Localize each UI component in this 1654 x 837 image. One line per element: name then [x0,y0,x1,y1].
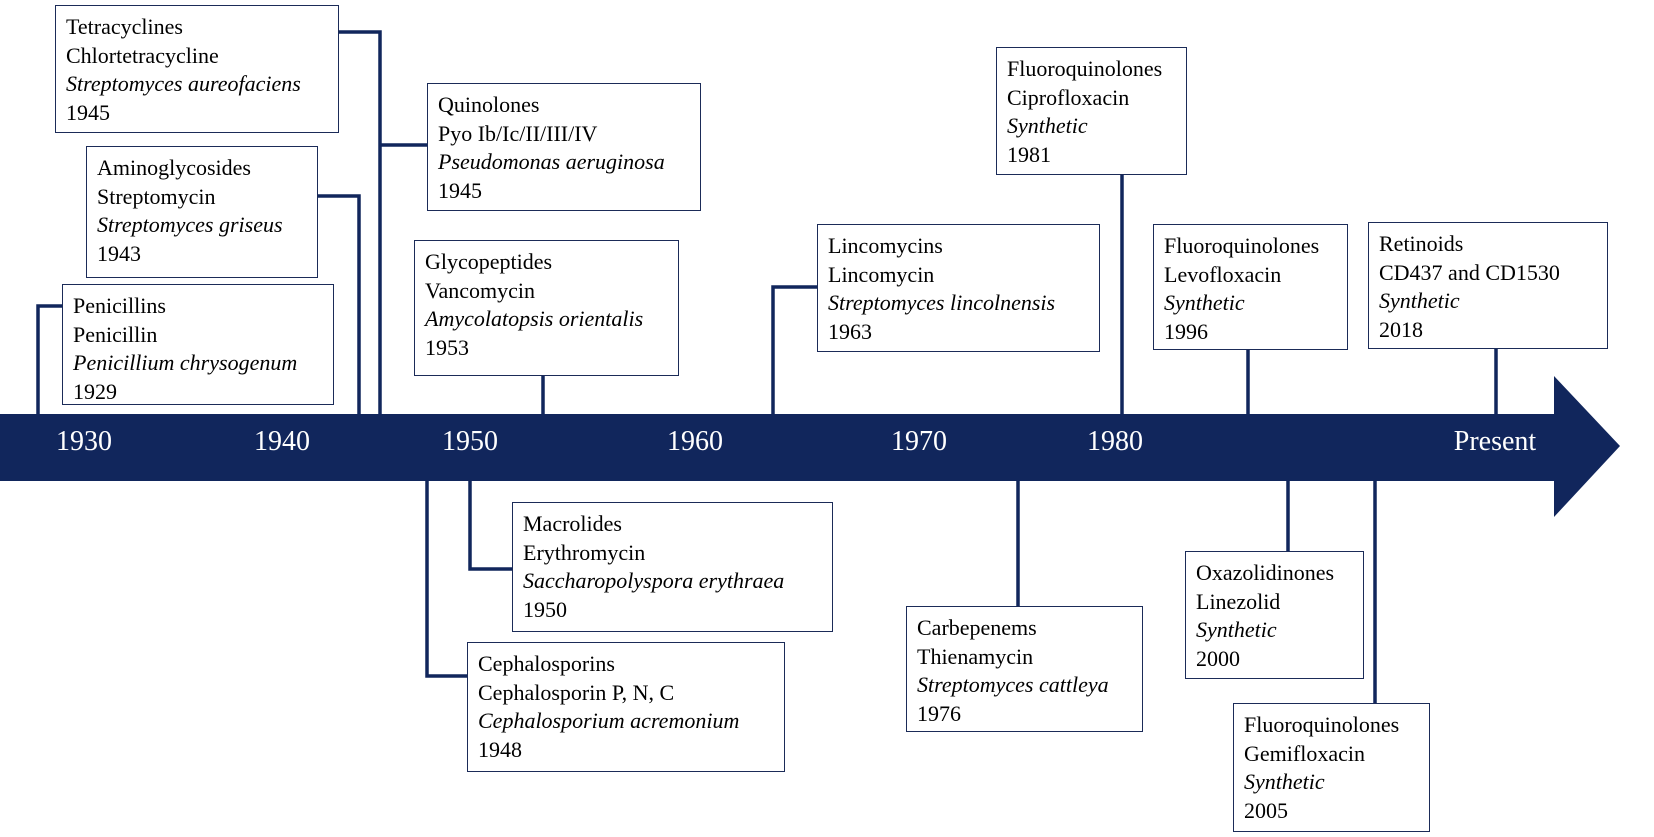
card-penicillins [62,284,334,405]
card-aminoglycosides [86,146,318,278]
card-source: Amycolatopsis orientalis [425,306,644,331]
connector-lincomycins [773,287,817,414]
card-class-name: Tetracyclines [66,14,183,39]
card-class-name: Carbepenems [917,615,1037,640]
card-source: Pseudomonas aeruginosa [438,149,665,174]
card-fluoroquinolones-gemifloxacin [1233,703,1430,832]
card-drug: Gemifloxacin [1244,740,1365,766]
card-cephalosporins [467,642,785,772]
card-year: 2018 [1379,316,1423,342]
axis-tick-1940: 1940 [254,426,310,457]
card-class-name: Oxazolidinones [1196,560,1335,585]
card-source: Streptomyces aureofaciens [66,71,301,96]
card-glycopeptides [414,240,679,376]
card-year: 1929 [73,378,117,404]
card-year: 1976 [917,700,961,726]
card-class-name: Retinoids [1379,231,1464,256]
card-year: 1943 [97,240,141,266]
card-retinoids [1368,222,1608,349]
connector-cephalosporins [427,481,467,676]
card-drug: Chlortetracycline [66,42,219,68]
card-source: Synthetic [1007,113,1088,138]
card-drug: Penicillin [73,321,158,347]
card-drug: Vancomycin [425,277,535,303]
card-source: Streptomyces griseus [97,212,283,237]
card-drug: Streptomycin [97,183,216,209]
card-source: Streptomyces cattleya [917,672,1109,697]
card-drug: Erythromycin [523,539,646,565]
card-class-name: Quinolones [438,92,540,117]
card-oxazolidinones [1185,551,1364,679]
card-fluoroquinolones-levofloxacin [1153,224,1348,350]
card-source: Penicillium chrysogenum [73,350,298,375]
card-year: 1945 [438,177,482,203]
card-source: Synthetic [1379,288,1460,313]
card-class-name: Lincomycins [828,233,943,258]
card-class-name: Fluoroquinolones [1007,56,1163,81]
card-year: 2000 [1196,645,1240,671]
axis-tick-1970: 1970 [891,426,947,457]
card-drug: Pyo Ib/Ic/II/III/IV [438,120,598,146]
card-class-name: Cephalosporins [478,651,615,676]
axis-tick-1950: 1950 [442,426,498,457]
card-year: 1948 [478,736,522,762]
card-source: Synthetic [1164,290,1245,315]
card-macrolides [512,502,833,632]
card-year: 1963 [828,318,872,344]
card-year: 1953 [425,334,469,360]
card-lincomycins [817,224,1100,352]
card-year: 2005 [1244,797,1288,823]
card-class-name: Fluoroquinolones [1164,233,1320,258]
connector-penicillins [38,306,62,414]
card-class-name: Penicillins [73,293,166,318]
card-class-name: Glycopeptides [425,249,553,274]
card-drug: Lincomycin [828,261,935,287]
card-class-name: Macrolides [523,511,622,536]
card-fluoroquinolones-ciprofloxacin [996,47,1187,175]
card-year: 1981 [1007,141,1051,167]
card-year: 1996 [1164,318,1208,344]
card-source: Saccharopolyspora erythraea [523,568,785,593]
card-drug: Ciprofloxacin [1007,84,1130,110]
card-drug: Thienamycin [917,643,1034,669]
card-drug: Cephalosporin P, N, C [478,679,675,705]
card-source: Synthetic [1196,617,1277,642]
card-class-name: Aminoglycosides [97,155,251,180]
card-year: 1945 [66,99,110,125]
card-source: Cephalosporium acremonium [478,708,740,733]
card-class-name: Fluoroquinolones [1244,712,1400,737]
card-tetracyclines [55,5,339,133]
connector-macrolides [470,481,512,569]
axis-tick-present: Present [1453,426,1537,457]
axis-tick-1930: 1930 [56,426,112,457]
card-source: Streptomyces lincolnensis [828,290,1056,315]
card-carbepenems [906,606,1143,732]
card-drug: CD437 and CD1530 [1379,259,1560,285]
axis-tick-1980: 1980 [1087,426,1143,457]
card-drug: Linezolid [1196,588,1281,614]
axis-tick-1960: 1960 [667,426,723,457]
card-source: Synthetic [1244,769,1325,794]
card-drug: Levofloxacin [1164,261,1282,287]
card-year: 1950 [523,596,567,622]
card-quinolones [427,83,701,211]
